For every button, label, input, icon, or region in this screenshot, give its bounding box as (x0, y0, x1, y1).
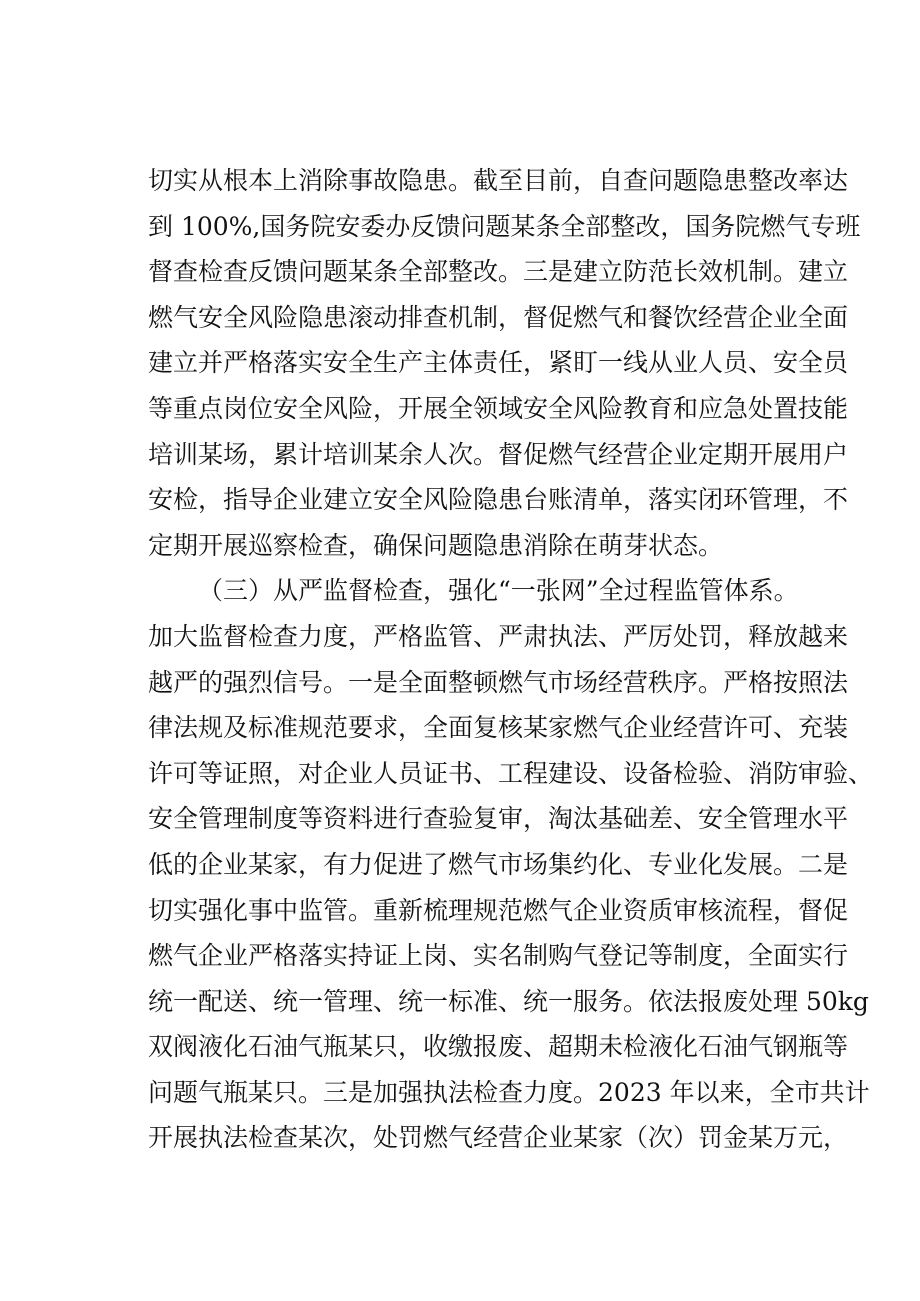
text-line: 燃气安全风险隐患滚动排查机制，督促燃气和餐饮经营企业全面 (148, 302, 849, 332)
text-line: 律法规及标准规范要求，全面复核某家燃气企业经营许可、充装 (148, 713, 849, 743)
body-text (148, 158, 874, 1161)
text-line: 问题气瓶某只。三是加强执法检查力度。2023 年以来，全市共计 (148, 1077, 870, 1107)
text-line: 切实强化事中监管。重新梳理规范燃气企业资质审核流程，督促 (148, 895, 849, 925)
text-line: 越严的强烈信号。一是全面整顿燃气市场经营秩序。严格按照法 (148, 667, 849, 697)
text-line: 等重点岗位安全风险，开展全领域安全风险教育和应急处置技能 (148, 393, 849, 423)
text-line: 双阀液化石油气瓶某只，收缴报废、超期未检液化石油气钢瓶等 (148, 1032, 849, 1062)
text-line: 安全管理制度等资料进行查验复审，淘汰基础差、安全管理水平 (148, 804, 849, 834)
text-line: 督查检查反馈问题某条全部整改。三是建立防范长效机制。建立 (148, 257, 849, 287)
text-line: 定期开展巡察检查，确保问题隐患消除在萌芽状态。 (148, 530, 724, 560)
text-line: 许可等证照，对企业人员证书、工程建设、设备检验、消防审验、 (148, 758, 874, 788)
text-line: 到 100%,国务院安委办反馈问题某条全部整改，国务院燃气专班 (148, 211, 861, 241)
text-line: 切实从根本上消除事故隐患。截至目前，自查问题隐患整改率达 (148, 166, 849, 195)
text-line: 低的企业某家，有力促进了燃气市场集约化、专业化发展。二是 (148, 849, 849, 879)
text-line: 燃气企业严格落实持证上岗、实名制购气登记等制度，全面实行 (148, 941, 849, 971)
text-line: 培训某场，累计培训某余人次。督促燃气经营企业定期开展用户 (148, 439, 849, 469)
text-line: 安检，指导企业建立安全风险隐患台账清单，落实闭环管理，不 (148, 485, 849, 515)
text-line: 建立并严格落实安全生产主体责任，紧盯一线从业人员、安全员 (148, 348, 849, 378)
text-line: 加大监督检查力度，严格监管、严肃执法、严厉处罚，释放越来 (148, 621, 849, 651)
text-line: 开展执法检查某次，处罚燃气经营企业某家（次）罚金某万元， (148, 1123, 849, 1153)
section-heading: （三）从严监督检查，强化“一张网”全过程监管体系。 (198, 576, 799, 606)
text-line: 统一配送、统一管理、统一标准、统一服务。依法报废处理 50kg (148, 986, 869, 1016)
